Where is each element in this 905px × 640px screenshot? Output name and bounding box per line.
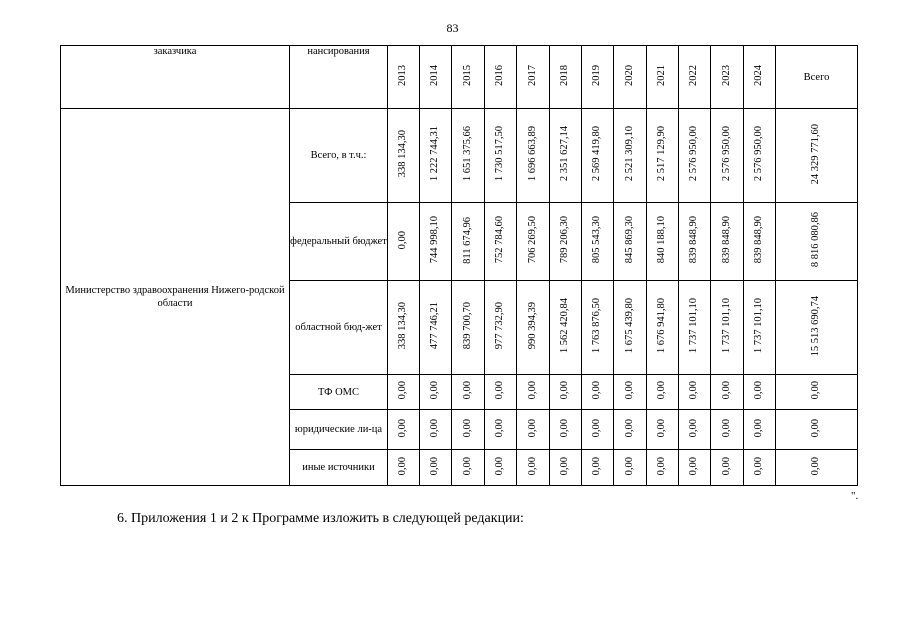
header-year <box>647 46 679 109</box>
value-text: 977 732,90 <box>494 302 506 350</box>
value-text: 0,00 <box>753 381 765 400</box>
value-cell <box>647 203 679 281</box>
header-year <box>517 46 550 109</box>
value-text: 0,00 <box>494 418 506 438</box>
value-cell <box>711 450 744 486</box>
value-text: 0,00 <box>526 381 538 400</box>
value-cell <box>582 410 614 450</box>
value-cell <box>744 375 776 410</box>
value-cell <box>388 450 420 486</box>
total-cell <box>776 281 858 375</box>
value-cell <box>582 450 614 486</box>
funding-source: юридические ли-ца <box>290 410 388 450</box>
value-text: 0,00 <box>429 418 441 438</box>
year-label: 2015 <box>461 65 473 86</box>
header-row <box>61 46 858 109</box>
year-label: 2016 <box>494 65 506 86</box>
value-cell <box>582 203 614 281</box>
value-text: 0,00 <box>623 456 635 476</box>
total-text: 15 513 690,74 <box>810 295 822 357</box>
value-cell <box>485 410 517 450</box>
value-cell <box>711 109 744 203</box>
value-text: 0,00 <box>591 456 603 476</box>
total-cell <box>776 450 858 486</box>
value-cell <box>388 281 420 375</box>
value-cell <box>679 281 711 375</box>
value-text: 839 848,90 <box>688 216 700 264</box>
value-cell <box>647 375 679 410</box>
value-cell <box>614 281 647 375</box>
value-cell <box>647 410 679 450</box>
value-cell <box>452 410 485 450</box>
value-cell <box>679 450 711 486</box>
value-cell <box>711 375 744 410</box>
value-cell <box>420 281 452 375</box>
value-cell <box>614 203 647 281</box>
value-text: 2 576 950,00 <box>753 126 765 182</box>
value-text: 1 730 517,50 <box>494 126 506 182</box>
value-cell <box>388 410 420 450</box>
value-text: 706 269,50 <box>526 216 538 264</box>
value-cell <box>485 109 517 203</box>
value-text: 744 998,10 <box>429 216 441 264</box>
value-text: 338 134,30 <box>397 130 409 178</box>
value-text: 1 737 101,10 <box>753 298 765 354</box>
value-text: 990 394,39 <box>526 302 538 350</box>
value-cell <box>744 410 776 450</box>
value-text: 845 869,30 <box>623 216 635 264</box>
value-text: 1 675 439,80 <box>623 298 635 354</box>
value-cell <box>647 281 679 375</box>
value-cell <box>550 281 582 375</box>
value-cell <box>420 203 452 281</box>
value-text: 1 737 101,10 <box>688 298 700 354</box>
value-cell <box>647 450 679 486</box>
value-cell <box>485 281 517 375</box>
total-text: 24 329 771,60 <box>810 123 822 185</box>
value-text: 0,00 <box>494 456 506 476</box>
value-text: 2 576 950,00 <box>720 126 732 182</box>
value-text: 2 351 627,14 <box>559 126 571 182</box>
total-text: 8 816 080,86 <box>810 212 822 268</box>
value-text: 0,00 <box>494 381 506 400</box>
year-label: 2013 <box>397 65 409 86</box>
value-text: 789 206,30 <box>559 216 571 264</box>
value-text: 840 188,10 <box>656 216 668 264</box>
value-cell <box>744 450 776 486</box>
value-text: 0,00 <box>753 418 765 438</box>
value-text: 0,00 <box>688 381 700 400</box>
funding-source: областной бюд-жет <box>290 281 388 375</box>
value-cell <box>647 109 679 203</box>
value-text: 0,00 <box>720 381 732 400</box>
total-cell <box>776 203 858 281</box>
value-cell <box>711 410 744 450</box>
value-cell <box>614 410 647 450</box>
value-cell <box>452 450 485 486</box>
header-total: Всего <box>776 46 858 109</box>
value-cell <box>582 109 614 203</box>
value-text: 0,00 <box>656 418 668 438</box>
total-cell <box>776 375 858 410</box>
value-text: 0,00 <box>397 230 409 250</box>
value-text: 338 134,30 <box>397 302 409 350</box>
year-label: 2024 <box>753 65 765 86</box>
total-text: 0,00 <box>810 381 822 400</box>
value-cell <box>517 410 550 450</box>
value-cell <box>452 281 485 375</box>
value-text: 839 700,70 <box>461 302 473 350</box>
funding-source: ТФ ОМС <box>290 375 388 410</box>
value-text: 839 848,90 <box>753 216 765 264</box>
value-cell <box>582 375 614 410</box>
value-cell <box>550 375 582 410</box>
funding-source: федеральный бюджет <box>290 203 388 281</box>
value-text: 0,00 <box>461 381 473 400</box>
value-text: 0,00 <box>429 456 441 476</box>
value-text: 0,00 <box>591 381 603 400</box>
header-year <box>582 46 614 109</box>
year-label: 2020 <box>623 65 635 86</box>
value-cell <box>388 375 420 410</box>
value-text: 0,00 <box>688 418 700 438</box>
closing-quote: ". <box>851 490 859 502</box>
year-label: 2022 <box>688 65 700 86</box>
value-cell <box>388 109 420 203</box>
value-text: 839 848,90 <box>720 216 732 264</box>
total-cell <box>776 109 858 203</box>
value-text: 0,00 <box>559 418 571 438</box>
value-text: 0,00 <box>397 418 409 438</box>
value-cell <box>550 450 582 486</box>
value-cell <box>517 375 550 410</box>
header-financing: нансирования <box>290 46 388 109</box>
value-cell <box>582 281 614 375</box>
value-text: 0,00 <box>720 456 732 476</box>
header-customer: заказчика <box>61 46 290 109</box>
value-text: 2 521 309,10 <box>623 126 635 182</box>
value-text: 0,00 <box>720 418 732 438</box>
value-cell <box>550 410 582 450</box>
value-cell <box>485 450 517 486</box>
value-text: 0,00 <box>591 418 603 438</box>
value-cell <box>452 109 485 203</box>
value-text: 811 674,96 <box>461 216 473 264</box>
value-text: 0,00 <box>623 418 635 438</box>
value-cell <box>679 203 711 281</box>
value-cell <box>711 203 744 281</box>
header-year <box>614 46 647 109</box>
value-cell <box>452 375 485 410</box>
value-cell <box>517 450 550 486</box>
year-label: 2014 <box>429 65 441 86</box>
value-cell <box>420 410 452 450</box>
value-cell <box>614 375 647 410</box>
value-cell <box>517 281 550 375</box>
value-cell <box>744 109 776 203</box>
budget-table <box>60 45 858 486</box>
value-cell <box>679 410 711 450</box>
value-text: 2 569 419,80 <box>591 126 603 182</box>
value-cell <box>452 203 485 281</box>
value-cell <box>517 203 550 281</box>
value-text: 1 696 663,89 <box>526 126 538 182</box>
paragraph-text: 6. Приложения 1 и 2 к Программе изложить в следующей редакции: <box>117 511 524 526</box>
value-text: 1 562 420,84 <box>559 298 571 354</box>
value-text: 0,00 <box>526 456 538 476</box>
value-text: 0,00 <box>397 456 409 476</box>
total-text: 0,00 <box>810 418 822 438</box>
value-cell <box>550 203 582 281</box>
value-text: 0,00 <box>429 381 441 400</box>
value-cell <box>485 203 517 281</box>
value-text: 0,00 <box>753 456 765 476</box>
header-year <box>711 46 744 109</box>
value-text: 1 651 375,66 <box>461 126 473 182</box>
value-text: 0,00 <box>461 456 473 476</box>
value-cell <box>420 375 452 410</box>
header-year <box>679 46 711 109</box>
year-label: 2017 <box>526 65 538 86</box>
value-cell <box>517 109 550 203</box>
value-text: 0,00 <box>623 381 635 400</box>
page-number: 83 <box>446 21 459 35</box>
value-text: 752 784,60 <box>494 216 506 264</box>
value-text: 0,00 <box>397 381 409 400</box>
value-cell <box>485 375 517 410</box>
header-year <box>420 46 452 109</box>
value-text: 2 517 129,90 <box>656 126 668 182</box>
table-row <box>61 109 858 203</box>
value-cell <box>679 375 711 410</box>
funding-source: Всего, в т.ч.: <box>290 109 388 203</box>
value-cell <box>614 109 647 203</box>
year-label: 2021 <box>656 65 668 86</box>
value-text: 0,00 <box>656 456 668 476</box>
value-text: 2 576 950,00 <box>688 126 700 182</box>
value-text: 0,00 <box>559 456 571 476</box>
value-cell <box>550 109 582 203</box>
total-text: 0,00 <box>810 456 822 476</box>
value-text: 1 737 101,10 <box>720 298 732 354</box>
value-cell <box>744 281 776 375</box>
value-text: 1 763 876,50 <box>591 298 603 354</box>
value-cell <box>420 450 452 486</box>
year-label: 2023 <box>720 65 732 86</box>
header-year <box>452 46 485 109</box>
header-year <box>744 46 776 109</box>
value-cell <box>420 109 452 203</box>
value-text: 0,00 <box>559 381 571 400</box>
value-cell <box>744 203 776 281</box>
value-text: 477 746,21 <box>429 302 441 350</box>
value-text: 0,00 <box>526 418 538 438</box>
value-text: 0,00 <box>461 418 473 438</box>
year-label: 2019 <box>591 65 603 86</box>
value-cell <box>614 450 647 486</box>
header-year <box>485 46 517 109</box>
agency-cell: Министерство здравоохранения Нижего-родской области <box>61 109 290 486</box>
value-text: 0,00 <box>656 381 668 400</box>
value-cell <box>711 281 744 375</box>
value-text: 1 222 744,31 <box>429 126 441 182</box>
value-cell <box>679 109 711 203</box>
value-text: 805 543,30 <box>591 216 603 264</box>
header-year <box>550 46 582 109</box>
total-cell <box>776 410 858 450</box>
header-year <box>388 46 420 109</box>
value-text: 0,00 <box>688 456 700 476</box>
value-text: 1 676 941,80 <box>656 298 668 354</box>
year-label: 2018 <box>559 65 571 86</box>
value-cell <box>388 203 420 281</box>
funding-source: иные источники <box>290 450 388 486</box>
